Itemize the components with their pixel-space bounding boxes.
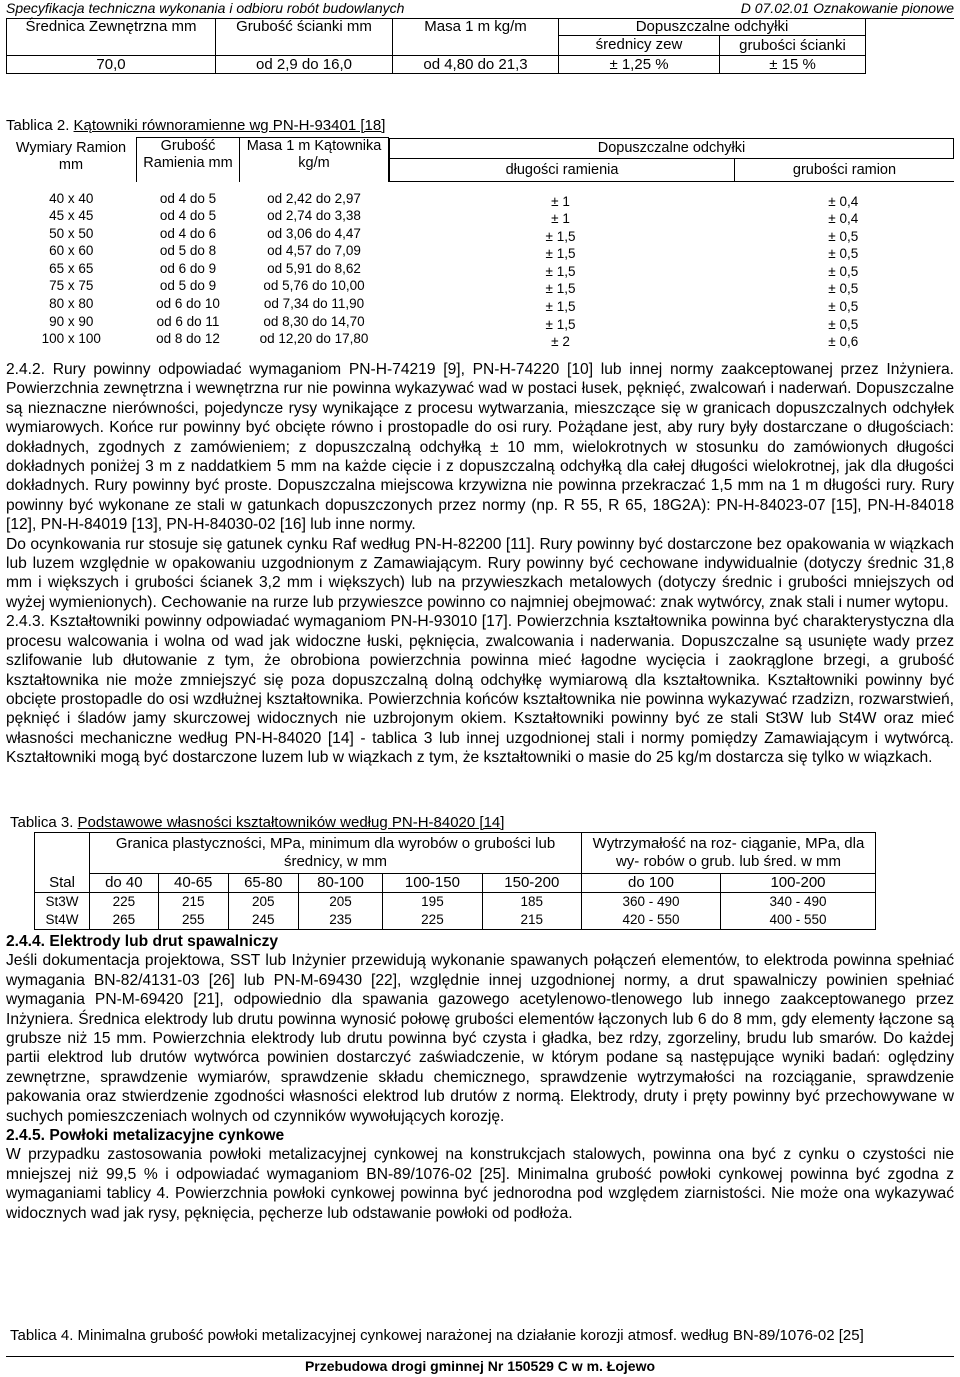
cell: 255: [158, 911, 228, 930]
cell: 400 - 550: [721, 911, 876, 930]
steel-cell: St4W: [35, 911, 90, 930]
footer-rule: [6, 1356, 954, 1357]
cell: ± 0,5: [828, 228, 859, 244]
cell: 215: [482, 911, 581, 930]
cell: ± 1,5: [545, 246, 576, 262]
cell: 205: [228, 893, 298, 912]
page-header: [6, 0, 954, 19]
table2-caption-prefix: Tablica 2.: [6, 117, 74, 134]
cell: od 4,57 do 7,09: [267, 243, 361, 259]
cell: od 12,20 do 17,80: [259, 331, 369, 347]
cell: od 5 do 8: [159, 243, 217, 259]
range-cell: 65-80: [228, 874, 298, 893]
col-dev-diameter: średnicy zew: [559, 36, 720, 56]
paragraph-zinc-coatings: W przypadku zastosowania powłoki metalizacyjnej cynkowej na konstrukcjach stalowych, powinna ona być z cynku o czystości nie mniejszej niż 99,5 % i odpowiadać wymaganiom BN-89/1076-02 [25]. Minimalna grubość powłoki cynkowej powinna być zgodna z wymaganiami tablicy 4. Powierzchnia powłoki cynkowej powinna być jednorodna pod względem ziarnistości. Nie może ona wykazywać widocznych wad jak rysy, pęknięcia, pęcherze lub odstawanie powłoki od podłoża.: [6, 1146, 954, 1222]
dev-length-column: [389, 182, 733, 351]
dims-column: [6, 182, 137, 351]
col-wall-thickness: Grubość ścianki mm: [216, 18, 393, 56]
cell: 65 x 65: [49, 260, 94, 276]
col-dev-length: długości ramienia: [390, 159, 735, 181]
mass-column: [240, 182, 389, 351]
col-thickness: Grubość Ramienia mm: [137, 138, 240, 182]
col-dimensions: Wymiary Ramion mm: [15, 139, 127, 173]
cell: ± 1,5: [545, 263, 576, 279]
cell: ± 15 %: [720, 56, 866, 74]
cell: od 6 do 10: [156, 296, 220, 312]
col-mass: Masa 1 m kg/m: [393, 18, 559, 56]
cell: 50 x 50: [49, 225, 94, 241]
header-doc-code: D 07.02.01 Oznakowanie pionowe: [740, 0, 954, 16]
col-dev-wall: grubości ścianki: [720, 36, 866, 56]
cell: ± 0,5: [828, 281, 859, 297]
range-cell: 40-65: [158, 874, 228, 893]
paragraph-2-4-2: 2.4.2. Rury powinny odpowiadać wymaganiom PN-H-74219 [9], PN-H-74220 [10] lub innej normy zaakceptowanej przez Inżyniera. Powierzchnia zewnętrzna i wewnętrzna rur nie powinna wykazywać wad w postaci łusek, pęknięć, zwalcowań i naderwań. Dopuszczalne są nieznaczne nierówności, pojedyncze rysy wynikające z procesu wytwarzania, mieszczące się w granicach dopuszczalnych odchyłek wymiarowych. Końce rur powinny być obcięte równo i prostopadle do osi rury. Pożądane jest, aby rury były dostarczane o długościach: dokładnych, zgodnych z zamówieniem; z dopuszczalną odchyłką ± 10 mm, wielokrotnych w stosunku do zamówionych długości dokładnych poniżej 3 m z naddatkiem 5 mm na każde cięcie i z dopuszczalną odchyłką dla całej długości wielokrotnej, jak dla długości dokładnych. Rury powinny być proste. Dopuszczalna miejscowa krzywizna nie powinna przekraczać 1,5 mm na 1 m długości rury. Rury powinny być wykonane ze stali w gatunkach dopuszczonych przez normy (np. R 55, R 65, 18G2A): PN-H-84023-07 [15], PN-H-84018 [12], PN-H-84019 [13], PN-H-84030-02 [16] lub inne normy.: [6, 361, 954, 534]
cell: od 5,91 do 8,62: [267, 260, 361, 276]
cell: 75 x 75: [49, 278, 94, 294]
col-outer-diameter: Średnica Zewnętrzna mm: [7, 18, 216, 56]
cell: od 2,42 do 2,97: [267, 190, 361, 206]
range-cell: do 100: [582, 874, 721, 893]
cell: od 8 do 12: [156, 331, 220, 347]
cell: 340 - 490: [721, 893, 876, 912]
cell: ± 0,5: [828, 263, 859, 279]
properties-table: [34, 832, 876, 930]
col-deviations: Dopuszczalne odchyłki: [559, 18, 866, 36]
table2-caption-title: Kątowniki równoramienne wg PN-H-93401 [18]: [73, 117, 386, 134]
page-footer: Przebudowa drogi gminnej Nr 150529 C w m. Łojewo: [304, 1358, 656, 1374]
heading-2-4-5: 2.4.5. Powłoki metalizacyjne cynkowe: [6, 1127, 285, 1145]
cell: ± 2: [551, 334, 570, 350]
cell: 45 x 45: [49, 208, 94, 224]
cell: ± 1,5: [545, 316, 576, 332]
cell: ± 0,5: [828, 299, 859, 315]
cell: od 6 do 9: [159, 260, 217, 276]
cell: 205: [298, 893, 382, 912]
cell: ± 0,5: [828, 316, 859, 332]
cell: od 8,30 do 14,70: [263, 313, 365, 329]
cell: 245: [228, 911, 298, 930]
body-section-welding: [6, 932, 954, 1223]
dev-thickness-column: [733, 182, 955, 351]
cell: ± 0,4: [828, 211, 859, 227]
body-section-pipes: [6, 360, 954, 768]
thickness-column: [137, 182, 240, 351]
paragraph-electrodes: Jeśli dokumentacja projektowa, SST lub Inżynier przewidują wykonanie spawanych połączeń elementów, to elektroda powinna spełniać wymagania BN-82/4131-03 [26] lub PN-M-69430 [22], względnie innej uzgodnionej normy, a drut spawalniczy powinien spełniać wymagania PN-M-69420 [21], odpowiednio dla spawania gazowego acetylenowo-tlenowego lub innego zaakceptowanego przez Inżyniera. Średnica elektrody lub drutu powinna wynosić połowę grubości elementów łączonych lub 6 do 8 mm, gdy elementy łączone są grubsze niż 15 mm. Powierzchnia elektrody lub drutu powinna być czysta i gładka, bez rdzy, zgorzeliny, brudu lub smarów. Do każdej partii elektrod lub drutów wytwórca powinien dostarczyć zaświadczenie, w którym podane są następujące wyniki badań: oględziny zewnętrzne, sprawdzenie wymiarów, sprawdzenie składu chemicznego, sprawdzenie wytrzymałości na rozciąganie, sprawdzenie pakowania oraz stwierdzenie zgodności własności elektrod lub drutów z normą. Elektrody, druty i pręty powinny być przechowywane w suchych pomieszczeniach wolnych od czynników wywołujących korozję.: [6, 952, 954, 1125]
paragraph-zinc-packaging: Do ocynkowania rur stosuje się gatunek cynku Raf według PN-H-82200 [11]. Rury powinny być dostarczone bez opakowania w wiązkach lub luzem względnie w opakowaniu uzgodnionym z Zamawiającym. Rury powinny być cechowane indywidualnie (dotyczy średnic 31,8 mm i większych i grubości ścianek 3,2 mm i większych) lub na przywieszkach metalowych (dotyczy średnic i grubości mniejszych od wyżej wymienionych). Cechowanie na rurze lub przywieszce powinno co najmniej obejmować: znak wytwórcy, znak stali i numer wytopu.: [6, 535, 954, 611]
cell: 225: [90, 893, 159, 912]
cell: od 7,34 do 11,90: [263, 296, 365, 312]
cell: od 5 do 9: [159, 278, 217, 294]
cell: 420 - 550: [582, 911, 721, 930]
cell: 60 x 60: [49, 243, 94, 259]
col-deviations: Dopuszczalne odchyłki: [389, 138, 954, 158]
cell: 80 x 80: [49, 296, 94, 312]
cell: od 4 do 6: [159, 225, 217, 241]
cell: ± 1: [551, 193, 570, 209]
cell: od 2,9 do 16,0: [216, 56, 393, 74]
cell: 70,0: [7, 56, 216, 74]
cell: ± 1,5: [545, 228, 576, 244]
cell: ± 1: [551, 211, 570, 227]
range-cell: 150-200: [482, 874, 581, 893]
range-cell: 80-100: [298, 874, 382, 893]
cell: ± 0,5: [828, 246, 859, 262]
steel-cell: St3W: [35, 893, 90, 912]
cell: 40 x 40: [49, 190, 94, 206]
cell: od 4,80 do 21,3: [393, 56, 559, 74]
table3-caption-prefix: Tablica 3.: [10, 814, 78, 831]
table2-caption: [6, 117, 385, 134]
cell: ± 0,4: [828, 193, 859, 209]
cell: od 6 do 11: [156, 313, 220, 329]
cell: 90 x 90: [49, 313, 94, 329]
table4-caption: Tablica 4. Minimalna grubość powłoki metalizacyjnej cynkowej narażonej na działanie korozji atmosf. według BN-89/1076-02 [25]: [10, 1327, 864, 1344]
range-cell: 100-150: [383, 874, 482, 893]
col-deviations-sub: [389, 158, 954, 182]
cell: 185: [482, 893, 581, 912]
cell: ± 1,5: [545, 281, 576, 297]
heading-2-4-4: 2.4.4. Elektrody lub drut spawalniczy: [6, 933, 279, 950]
range-cell: 100-200: [721, 874, 876, 893]
angle-table: [6, 137, 954, 351]
table3-caption: [10, 814, 504, 831]
table3-caption-title: Podstawowe własności kształtowników według PN-H-84020 [14]: [77, 814, 505, 831]
header-spec-title: Specyfikacja techniczna wykonania i odbioru robót budowlanych: [6, 0, 405, 16]
cell: od 2,74 do 3,38: [267, 208, 361, 224]
col-deviations-group: [389, 138, 955, 182]
paragraph-2-4-3: 2.4.3. Kształtowniki powinny odpowiadać wymaganiom PN-H-93010 [17]. Powierzchnia kształtownika powinna być charakterystyczna dla procesu walcowania i wolna od wad jak widoczne łuski, pęknięcia, zwalcowania i naderwania. Dopuszczalne są usunięte wady przez szlifowanie lub dłutowanie z tym, że obrobiona powierzchnia powinna mieć łagodne wycięcia i zaokrąglone brzegi, a grubość kształtownika nie może zmniejszyć się poza dopuszczalną dolną odchyłkę wymiarową dla kształtownika. Kształtowniki powinny być obcięte prostopadle do osi wzdłużnej kształtownika. Powierzchnia końców kształtownika nie powinna wykazywać rzadzizn, rozwarstwień, pęknięć i śladów jamy skurczowej widocznych nie uzbrojonym okiem. Kształtowniki powinny być ze stali St3W lub St4W oraz mieć własności mechaniczne według PN-H-84020 [14] - tablica 3 lub innej uzgodnionej stali i normy pomiędzy Zamawiającym i wytwórcą. Kształtowniki mogą być dostarczone luzem lub w wiązkach z tym, że kształtowniki o masie do 25 kg/m dostarcza się tylko w wiązkach.: [6, 613, 954, 767]
cell: 360 - 490: [582, 893, 721, 912]
cell: 265: [90, 911, 159, 930]
cell: ± 0,6: [828, 334, 859, 350]
cell: od 5,76 do 10,00: [263, 278, 365, 294]
cell: 235: [298, 911, 382, 930]
range-cell: do 40: [90, 874, 159, 893]
col-yield: Granica plastyczności, MPa, minimum dla wyrobów o grubości lub średnicy, w mm: [90, 833, 582, 874]
cell: od 4 do 5: [159, 208, 217, 224]
col-steel: Stal: [35, 833, 90, 893]
col-dev-thickness: grubości ramion: [792, 161, 897, 178]
cell: 225: [383, 911, 482, 930]
cell: 100 x 100: [41, 331, 101, 347]
cell: ± 1,5: [545, 299, 576, 315]
col-mass: Masa 1 m Kątownika kg/m: [240, 138, 389, 182]
pipe-table: [6, 18, 866, 74]
cell: 195: [383, 893, 482, 912]
cell: od 4 do 5: [159, 190, 217, 206]
cell: 215: [158, 893, 228, 912]
cell: od 3,06 do 4,47: [267, 225, 361, 241]
col-tensile: Wytrzymałość na roz- ciąganie, MPa, dla wy- robów o grub. lub śred. w mm: [582, 833, 876, 874]
cell: ± 1,25 %: [559, 56, 720, 74]
